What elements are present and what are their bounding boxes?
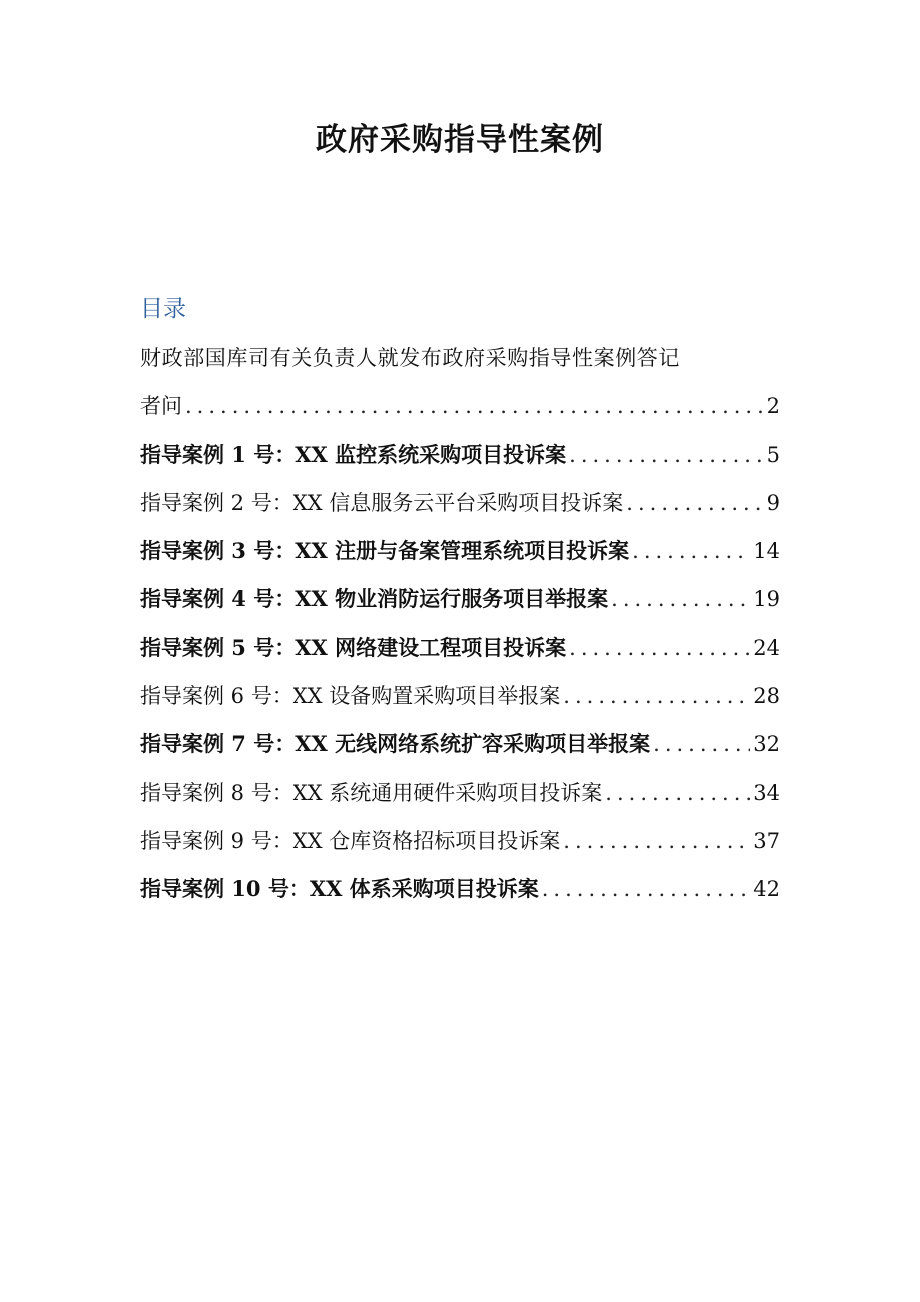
toc-entry-text: 指导案例 7 号：XX 无线网络系统扩容采购项目举报案 xyxy=(140,731,651,757)
toc-entry-text: 指导案例 2 号：XX 信息服务云平台采购项目投诉案 xyxy=(140,490,624,515)
toc-dot-leader xyxy=(542,865,751,913)
toc-entry[interactable] xyxy=(140,334,780,431)
toc-dot-leader xyxy=(563,817,750,865)
toc-page-number: 2 xyxy=(766,394,780,419)
toc-page-number: 9 xyxy=(766,490,780,515)
document-title: 政府采购指导性案例 xyxy=(316,122,604,158)
toc-entry-text: 指导案例 9 号：XX 仓库资格招标项目投诉案 xyxy=(140,828,561,853)
table-of-contents xyxy=(140,334,780,914)
toc-entry[interactable] xyxy=(140,479,780,527)
toc-entry-text: 指导案例 8 号：XX 系统通用硬件采购项目投诉案 xyxy=(140,780,603,805)
toc-entry-text: 者问 xyxy=(140,394,182,419)
toc-dot-leader xyxy=(185,382,764,430)
toc-page-number: 34 xyxy=(753,780,780,805)
toc-entry-text: 指导案例 5 号：XX 网络建设工程项目投诉案 xyxy=(140,634,567,660)
toc-page-number: 19 xyxy=(753,587,780,612)
toc-entry-text: 指导案例 3 号：XX 注册与备案管理系统项目投诉案 xyxy=(140,538,630,564)
toc-page-number: 14 xyxy=(753,539,780,564)
toc-entry[interactable] xyxy=(140,865,780,913)
toc-entry[interactable] xyxy=(140,575,780,623)
toc-page-number: 32 xyxy=(753,732,780,757)
toc-page-number: 24 xyxy=(753,635,780,660)
toc-dot-leader xyxy=(611,575,750,623)
toc-entry[interactable] xyxy=(140,769,780,817)
toc-dot-leader xyxy=(632,527,750,575)
toc-entry-text: 指导案例 4 号：XX 物业消防运行服务项目举报案 xyxy=(140,586,609,612)
toc-entry[interactable] xyxy=(140,624,780,672)
toc-dot-leader xyxy=(569,431,763,479)
toc-entry-text: 财政部国库司有关负责人就发布政府采购指导性案例答记 xyxy=(140,346,680,370)
toc-entry-text: 指导案例 10 号：XX 体系采购项目投诉案 xyxy=(140,876,539,902)
toc-entry[interactable] xyxy=(140,431,780,479)
toc-entry[interactable] xyxy=(140,527,780,575)
toc-entry[interactable] xyxy=(140,720,780,768)
toc-entry-text: 指导案例 1 号：XX 监控系统采购项目投诉案 xyxy=(140,441,567,467)
toc-entry[interactable] xyxy=(140,817,780,865)
toc-page-number: 42 xyxy=(753,877,780,902)
toc-dot-leader xyxy=(626,479,763,527)
toc-page-number: 28 xyxy=(753,684,780,709)
toc-heading: 目录 xyxy=(140,296,186,322)
toc-dot-leader xyxy=(569,624,750,672)
toc-dot-leader xyxy=(563,672,750,720)
toc-page-number: 37 xyxy=(753,828,780,853)
toc-dot-leader xyxy=(653,720,750,768)
toc-entry-text: 指导案例 6 号：XX 设备购置采购项目举报案 xyxy=(140,684,561,709)
toc-entry[interactable] xyxy=(140,672,780,720)
toc-page-number: 5 xyxy=(766,442,780,467)
toc-dot-leader xyxy=(605,769,750,817)
